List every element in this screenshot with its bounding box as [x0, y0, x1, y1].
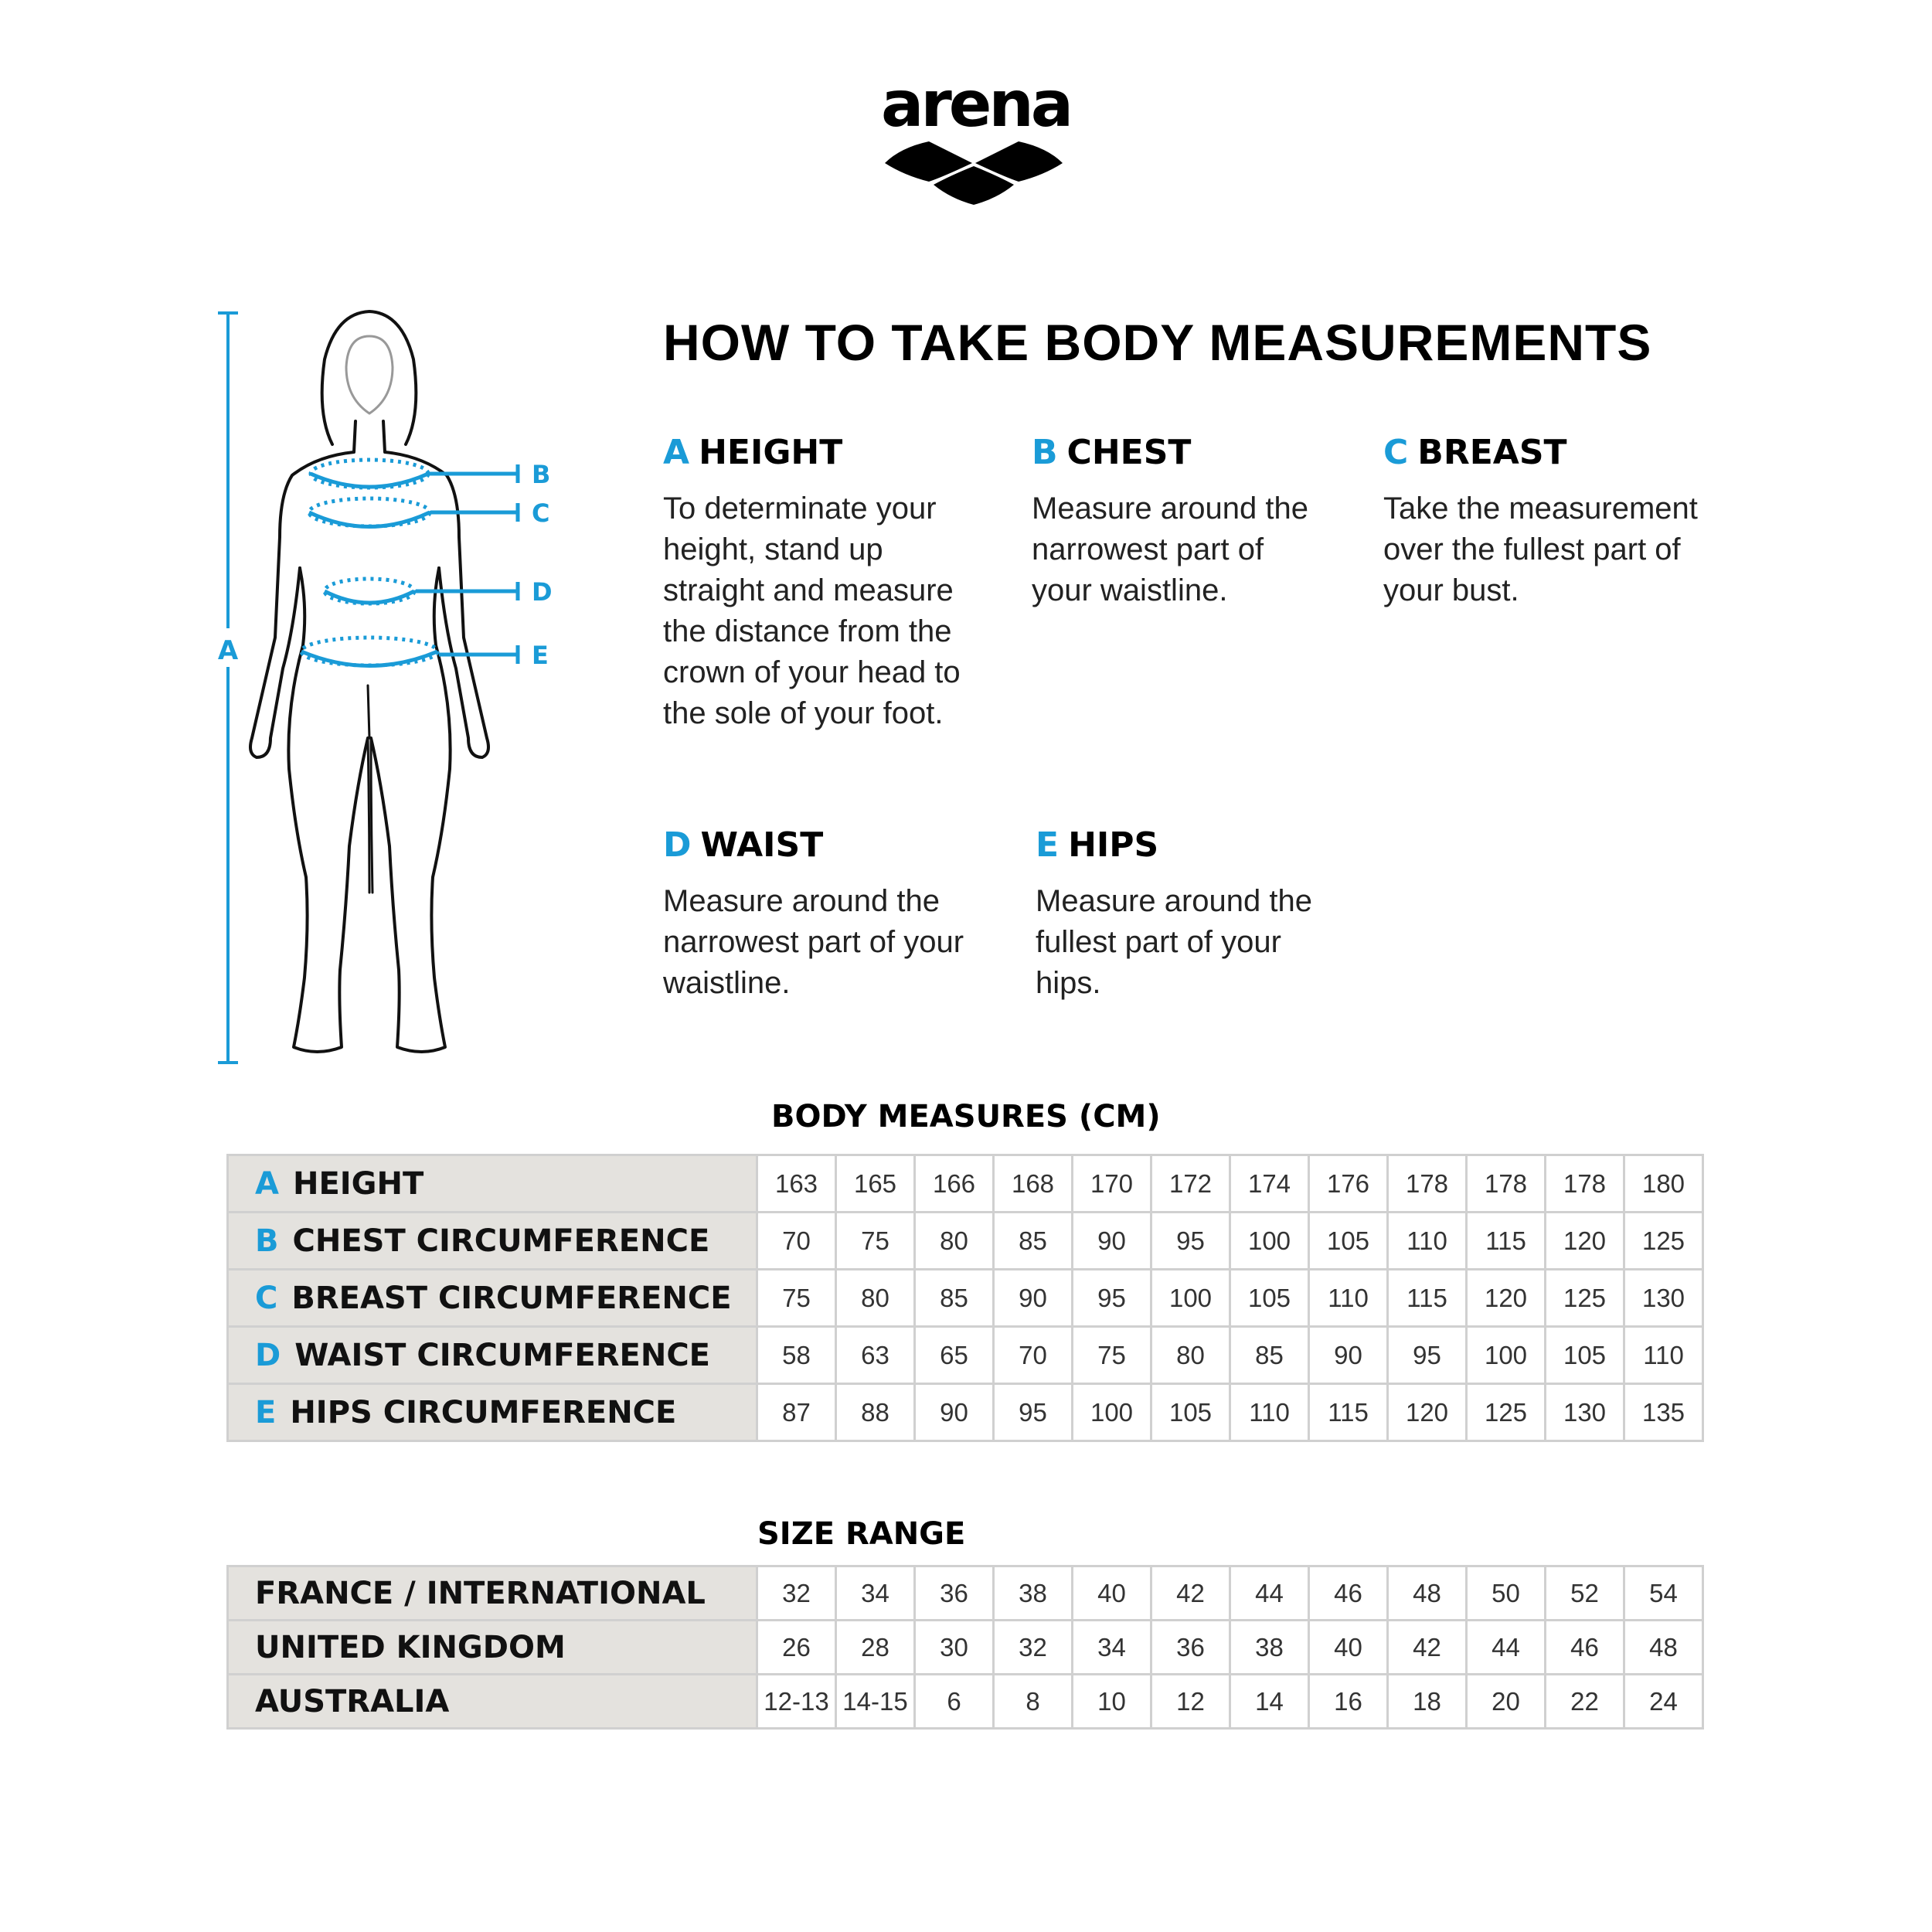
row-label: [228, 1384, 757, 1441]
table-cell: 40: [1309, 1621, 1388, 1675]
table-cell: 172: [1151, 1155, 1230, 1213]
section-text-line: narrowest part of: [1032, 532, 1264, 566]
table-cell: 14: [1230, 1675, 1309, 1729]
table-cell: 32: [757, 1566, 836, 1621]
table-cell: 70: [994, 1327, 1073, 1384]
table-cell: 110: [1309, 1270, 1388, 1327]
size-range-table: [226, 1565, 1704, 1730]
table-cell: 12-13: [757, 1675, 836, 1729]
table-cell: 26: [757, 1621, 836, 1675]
table-row: [228, 1675, 1703, 1729]
table-cell: 22: [1546, 1675, 1624, 1729]
table-cell: 18: [1388, 1675, 1467, 1729]
row-label: [228, 1566, 757, 1621]
row-label-text: FRANCE / INTERNATIONAL: [255, 1575, 706, 1611]
section-name: HEIGHT: [699, 433, 843, 472]
page-title: HOW TO TAKE BODY MEASUREMENTS: [663, 314, 1652, 371]
table-cell: 34: [1073, 1621, 1151, 1675]
row-label: [228, 1270, 757, 1327]
table-cell: 120: [1388, 1384, 1467, 1441]
table-cell: 6: [915, 1675, 994, 1729]
row-label: [228, 1213, 757, 1270]
body-outline: [250, 311, 488, 1052]
diamond-logo-icon: [881, 134, 1066, 205]
section-text-line: over the fullest part of: [1383, 532, 1681, 566]
row-label: [228, 1621, 757, 1675]
table-cell: 110: [1230, 1384, 1309, 1441]
figure-label-c: C: [532, 498, 550, 528]
table-cell: 44: [1230, 1566, 1309, 1621]
table-cell: 75: [836, 1213, 915, 1270]
table-cell: 168: [994, 1155, 1073, 1213]
row-letter: C: [255, 1280, 278, 1316]
table-cell: 36: [1151, 1621, 1230, 1675]
table-cell: 20: [1467, 1675, 1546, 1729]
measurement-lines: [301, 460, 518, 666]
row-letter: A: [255, 1165, 279, 1202]
section-text-line: fullest part of your: [1036, 925, 1281, 959]
section-text-line: your waistline.: [1032, 573, 1228, 607]
section-text-line: the sole of your foot.: [663, 696, 944, 730]
section-text: [1032, 488, 1308, 611]
height-indicator: [218, 313, 239, 1063]
body-figure-diagram: [209, 305, 572, 1078]
table-cell: 80: [836, 1270, 915, 1327]
section-heading: [1032, 433, 1191, 472]
table-cell: 176: [1309, 1155, 1388, 1213]
section-heading: [663, 825, 823, 865]
row-label: [228, 1155, 757, 1213]
table-cell: 52: [1546, 1566, 1624, 1621]
table-cell: 8: [994, 1675, 1073, 1729]
table-cell: 42: [1151, 1566, 1230, 1621]
section-text-line: crown of your head to: [663, 655, 961, 689]
table-cell: 24: [1624, 1675, 1703, 1729]
table-cell: 100: [1467, 1327, 1546, 1384]
table-row: [228, 1621, 1703, 1675]
section-text-line: Measure around the: [663, 884, 940, 918]
logo-wordmark: arena: [881, 68, 1071, 141]
section-text: [663, 488, 961, 734]
table-cell: 163: [757, 1155, 836, 1213]
table-cell: 42: [1388, 1621, 1467, 1675]
table-cell: 95: [1073, 1270, 1151, 1327]
table-row: [228, 1384, 1703, 1441]
table-cell: 90: [994, 1270, 1073, 1327]
table-cell: 44: [1467, 1621, 1546, 1675]
section-heading: [663, 433, 842, 472]
table-cell: 180: [1624, 1155, 1703, 1213]
table-cell: 75: [1073, 1327, 1151, 1384]
table-cell: 85: [1230, 1327, 1309, 1384]
table-cell: 178: [1546, 1155, 1624, 1213]
section-name: CHEST: [1066, 433, 1192, 472]
row-label-text: HIPS CIRCUMFERENCE: [290, 1394, 677, 1430]
section-text-line: Take the measurement: [1383, 492, 1698, 526]
arena-logo: [881, 68, 1071, 205]
section-heading: [1383, 433, 1567, 472]
table-cell: 46: [1309, 1566, 1388, 1621]
table-cell: 48: [1388, 1566, 1467, 1621]
section-text-line: waistline.: [663, 966, 791, 1000]
table-cell: 105: [1546, 1327, 1624, 1384]
table-cell: 125: [1467, 1384, 1546, 1441]
section-text-line: height, stand up: [663, 532, 883, 566]
section-text-line: To determinate your: [663, 492, 937, 526]
table-cell: 90: [1309, 1327, 1388, 1384]
row-letter: E: [255, 1394, 277, 1430]
table-cell: 100: [1151, 1270, 1230, 1327]
table-cell: 90: [1073, 1213, 1151, 1270]
table-cell: 65: [915, 1327, 994, 1384]
section-name: HIPS: [1068, 825, 1159, 865]
table-cell: 115: [1388, 1270, 1467, 1327]
table-cell: 120: [1467, 1270, 1546, 1327]
table-cell: 48: [1624, 1621, 1703, 1675]
row-label-text: BREAST CIRCUMFERENCE: [291, 1280, 732, 1316]
table-cell: 130: [1546, 1384, 1624, 1441]
table-cell: 90: [915, 1384, 994, 1441]
section-letter: C: [1383, 433, 1409, 472]
table-cell: 115: [1467, 1213, 1546, 1270]
section-text-line: Measure around the: [1036, 884, 1313, 918]
table-cell: 95: [1151, 1213, 1230, 1270]
body-measures-title: BODY MEASURES (CM): [771, 1099, 1161, 1134]
section-text-line: narrowest part of your: [663, 925, 964, 959]
section-name: BREAST: [1417, 433, 1567, 472]
table-cell: 115: [1309, 1384, 1388, 1441]
table-cell: 95: [994, 1384, 1073, 1441]
table-cell: 80: [915, 1213, 994, 1270]
table-cell: 125: [1624, 1213, 1703, 1270]
table-row: [228, 1327, 1703, 1384]
table-cell: 166: [915, 1155, 994, 1213]
size-range-title: SIZE RANGE: [757, 1516, 966, 1552]
table-row: [228, 1213, 1703, 1270]
table-cell: 100: [1073, 1384, 1151, 1441]
figure-label-b: B: [532, 460, 551, 489]
section-letter: E: [1036, 825, 1060, 865]
table-cell: 12: [1151, 1675, 1230, 1729]
table-cell: 10: [1073, 1675, 1151, 1729]
section-text-line: straight and measure: [663, 573, 954, 607]
section-letter: B: [1032, 433, 1058, 472]
table-cell: 30: [915, 1621, 994, 1675]
row-label-text: HEIGHT: [292, 1165, 424, 1202]
table-cell: 178: [1388, 1155, 1467, 1213]
table-row: [228, 1155, 1703, 1213]
row-label-text: UNITED KINGDOM: [255, 1629, 566, 1665]
section-text-line: Measure around the: [1032, 492, 1309, 526]
section-text-line: hips.: [1036, 966, 1101, 1000]
table-cell: 174: [1230, 1155, 1309, 1213]
table-cell: 63: [836, 1327, 915, 1384]
row-label-text: AUSTRALIA: [255, 1683, 450, 1719]
table-cell: 28: [836, 1621, 915, 1675]
section-letter: A: [663, 433, 690, 472]
row-label: [228, 1327, 757, 1384]
section-text-line: your bust.: [1383, 573, 1519, 607]
figure-label-e: E: [532, 641, 549, 670]
table-cell: 50: [1467, 1566, 1546, 1621]
table-cell: 85: [915, 1270, 994, 1327]
table-cell: 54: [1624, 1566, 1703, 1621]
row-label-text: WAIST CIRCUMFERENCE: [294, 1337, 710, 1373]
row-label: [228, 1675, 757, 1729]
section-letter: D: [663, 825, 692, 865]
table-cell: 46: [1546, 1621, 1624, 1675]
table-cell: 87: [757, 1384, 836, 1441]
table-cell: 105: [1230, 1270, 1309, 1327]
table-cell: 135: [1624, 1384, 1703, 1441]
table-cell: 165: [836, 1155, 915, 1213]
table-cell: 38: [994, 1566, 1073, 1621]
row-label-text: CHEST CIRCUMFERENCE: [292, 1223, 710, 1259]
figure-label-a: A: [217, 635, 239, 666]
table-cell: 95: [1388, 1327, 1467, 1384]
section-text-line: the distance from the: [663, 614, 952, 648]
table-cell: 105: [1151, 1384, 1230, 1441]
table-cell: 130: [1624, 1270, 1703, 1327]
table-cell: 120: [1546, 1213, 1624, 1270]
section-text: [663, 881, 964, 1004]
table-cell: 110: [1388, 1213, 1467, 1270]
table-cell: 88: [836, 1384, 915, 1441]
table-row: [228, 1270, 1703, 1327]
body-measures-table: [226, 1154, 1704, 1442]
section-heading: [1036, 825, 1158, 865]
table-cell: 100: [1230, 1213, 1309, 1270]
table-cell: 125: [1546, 1270, 1624, 1327]
figure-label-d: D: [532, 577, 553, 607]
table-cell: 58: [757, 1327, 836, 1384]
row-letter: D: [255, 1337, 281, 1373]
table-cell: 70: [757, 1213, 836, 1270]
table-cell: 38: [1230, 1621, 1309, 1675]
table-cell: 170: [1073, 1155, 1151, 1213]
table-cell: 110: [1624, 1327, 1703, 1384]
row-letter: B: [255, 1223, 279, 1259]
table-cell: 105: [1309, 1213, 1388, 1270]
table-cell: 75: [757, 1270, 836, 1327]
table-row: [228, 1566, 1703, 1621]
table-cell: 16: [1309, 1675, 1388, 1729]
section-text: [1036, 881, 1312, 1004]
table-cell: 40: [1073, 1566, 1151, 1621]
table-cell: 80: [1151, 1327, 1230, 1384]
table-cell: 178: [1467, 1155, 1546, 1213]
table-cell: 36: [915, 1566, 994, 1621]
section-text: [1383, 488, 1698, 611]
table-cell: 85: [994, 1213, 1073, 1270]
table-cell: 14-15: [836, 1675, 915, 1729]
section-name: WAIST: [700, 825, 824, 865]
table-cell: 34: [836, 1566, 915, 1621]
table-cell: 32: [994, 1621, 1073, 1675]
